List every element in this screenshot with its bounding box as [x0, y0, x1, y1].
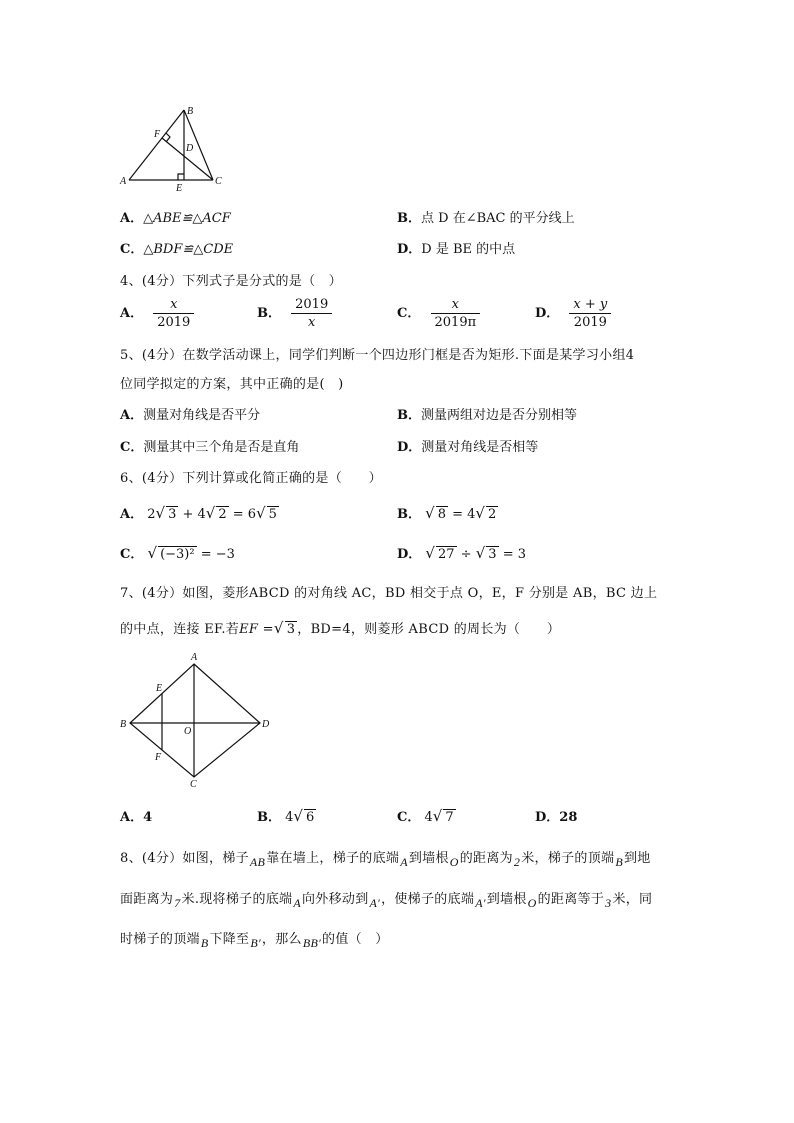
- label-F: F: [155, 752, 162, 763]
- fraction: $\frac{x}{2019\pi}$: [431, 297, 481, 330]
- triangle-figure: [115, 100, 230, 195]
- q4-option-d[interactable]: D． $\frac{x + y}{2019}$: [535, 297, 611, 330]
- q5-option-c[interactable]: C．测量其中三个角是否是直角: [120, 440, 300, 455]
- q7-option-c[interactable]: C． 4√ 7: [397, 807, 454, 825]
- q8-stem-line1: 8、(4分）如图，梯子AB靠在墙上，梯子的底端A到墙根O的距离为2米，梯子的顶端B到地: [120, 851, 651, 869]
- q5-stem-line2: 位同学拟定的方案，其中正确的是( ): [120, 377, 344, 392]
- q6-stem: 6、(4分）下列计算或化简正确的是（ ）: [120, 471, 382, 486]
- q6-option-a[interactable]: A． 2√ 3 + 4√ 2 = 6√ 5: [120, 504, 277, 522]
- q7-option-d[interactable]: D．28: [535, 810, 578, 825]
- q8-stem-line2: 面距离为7米.现将梯子的底端A向外移动到A′，使梯子的底端A′到墙根O的距离等于3米，同: [120, 892, 653, 910]
- q7-stem-line2: 的中点，连接 EF.若EF =√ 3 ，BD=4，则菱形 ABCD 的周长为（ ）: [120, 619, 561, 637]
- q3-option-b[interactable]: B．点 D 在∠BAC 的平分线上: [397, 211, 575, 226]
- label-D: D: [262, 719, 270, 730]
- label-O: O: [184, 726, 192, 737]
- q8-stem-line3: 时梯子的顶端B下降至B′，那么BB′的值（ ）: [120, 932, 389, 950]
- q5-option-d[interactable]: D．测量对角线是否相等: [397, 440, 539, 455]
- q4-option-c[interactable]: C． $\frac{x}{2019\pi}$: [397, 297, 480, 330]
- q5-option-a[interactable]: A．测量对角线是否平分: [120, 408, 261, 423]
- q4-stem: 4、(4分）下列式子是分式的是（ ）: [120, 274, 343, 289]
- fraction: $\frac{x + y}{2019}$: [569, 297, 611, 330]
- q6-option-d[interactable]: D． √ 27 ÷ √ 3 = 3: [397, 544, 526, 562]
- label-C: C: [215, 176, 222, 187]
- q3-option-d[interactable]: D．D 是 BE 的中点: [397, 242, 516, 257]
- label-F: F: [154, 129, 161, 140]
- rhombus-figure: [115, 650, 275, 790]
- q6-option-c[interactable]: C． √ (−3)² = −3: [120, 544, 235, 562]
- q3-option-a[interactable]: A．△ABE≌△ACF: [120, 211, 231, 226]
- fraction: $\frac{2019}{x}$: [291, 297, 332, 330]
- label-B: B: [120, 719, 127, 730]
- q6-option-b[interactable]: B． √ 8 = 4√ 2: [397, 504, 497, 522]
- q5-stem-line1: 5、(4分）在数学活动课上，同学们判断一个四边形门框是否为矩形.下面是某学习小组4: [120, 348, 635, 363]
- label-C: C: [190, 779, 197, 790]
- q4-option-a[interactable]: A． $\frac{x}{2019}$: [120, 297, 194, 330]
- q7-stem-line1: 7、(4分）如图，菱形ABCD 的对角线 AC，BD 相交于点 O，E，F 分别是 AB，BC 边上: [120, 586, 658, 601]
- fraction: $\frac{x}{2019}$: [153, 297, 194, 330]
- q7-option-a[interactable]: A．4: [120, 810, 153, 825]
- label-E: E: [156, 683, 163, 694]
- q3-option-c[interactable]: C．△BDF≌△CDE: [120, 242, 234, 257]
- label-D: D: [186, 143, 194, 154]
- q5-option-b[interactable]: B．测量两组对边是否分别相等: [397, 408, 578, 423]
- label-E: E: [176, 183, 183, 194]
- label-A: A: [191, 652, 198, 663]
- q4-option-b[interactable]: B． $\frac{2019}{x}$: [257, 297, 332, 330]
- q7-option-b[interactable]: B． 4√ 6: [257, 807, 315, 825]
- label-A: A: [120, 176, 127, 187]
- label-B: B: [187, 106, 194, 117]
